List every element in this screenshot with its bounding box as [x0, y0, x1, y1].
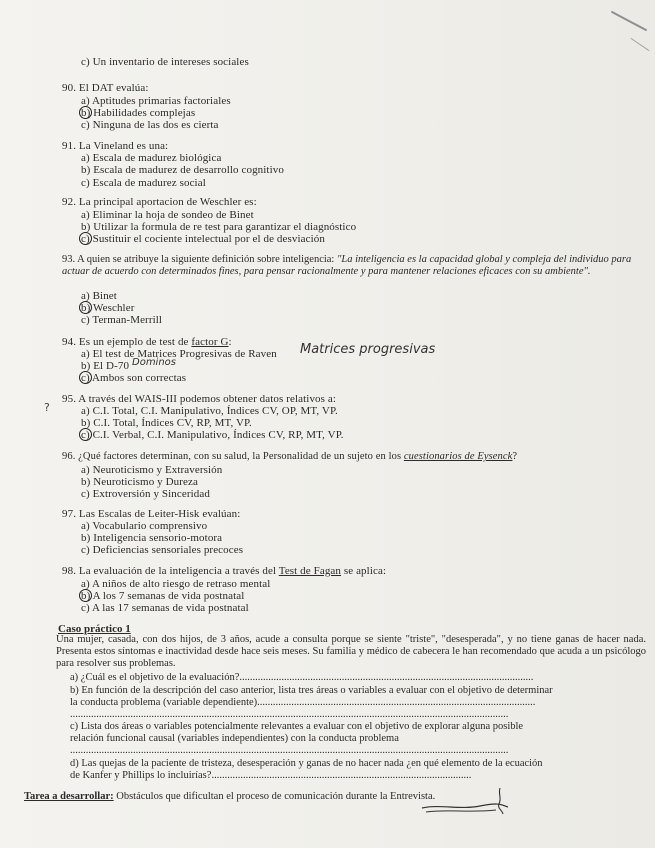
handwritten-note-matrices: Matrices progresivas	[300, 342, 436, 357]
q93-option-b: b) Weschler	[81, 302, 135, 314]
answer-dots: ...................................................................................................	[211, 770, 472, 781]
task-text: Obstáculos que dificultan el proceso de comunicación durante la Entrevista.	[113, 791, 436, 802]
q89-option-c: c) Un inventario de intereses sociales	[81, 56, 249, 68]
case-question-b-text: la conducta problema (variable dependiente).	[70, 697, 260, 708]
q93-option-c: c) Terman-Merrill	[81, 314, 163, 326]
scan-edge-mark	[611, 11, 647, 32]
q93-text	[62, 254, 637, 278]
q96-text	[62, 451, 517, 463]
q92-text: 92. La principal aportacion de Weschler es:	[62, 196, 257, 208]
q93-quote: "La inteligencia es la capacidad global y compleja del individuo para actuar de acuerdo con determinados fines, para pensar racionalmente y para mantener relaciones eficaces con su ambiente".	[62, 254, 632, 277]
case-question-c-line1: c) Lista dos áreas o variables potencialmente relevantes a evaluar con el objetivo de explorar alguna posible	[70, 721, 524, 732]
case-question-b-line2	[70, 697, 535, 709]
case-question-c-line2: relación funcional causal (variables independientes) con la conducta problema	[70, 733, 399, 744]
q97-option-c: c) Deficiencias sensoriales precoces	[81, 544, 244, 556]
q95-option-c: c) C.I. Verbal, C.I. Manipulativo, Índices CV, RP, MT, VP.	[81, 429, 344, 441]
task-label: Tarea a desarrollar:	[24, 791, 114, 802]
q94-term: factor G	[191, 336, 229, 348]
q97-option-a: a) Vocabulario comprensivo	[81, 520, 208, 532]
q96-end: ?	[512, 451, 518, 462]
q94-text	[62, 336, 232, 348]
case-question-d-line2	[70, 770, 471, 782]
q96-term: cuestionarios de Eysenck	[403, 451, 513, 462]
scan-edge-mark	[631, 38, 650, 51]
case-title: Caso práctico 1	[58, 623, 131, 635]
q98-option-b: b) A los 7 semanas de vida postnatal	[81, 590, 245, 602]
answer-dots: ................................................................................................................	[239, 672, 534, 683]
case-question-a-text: a) ¿Cuál es el objetivo de la evaluación?	[70, 672, 240, 683]
q91-option-b: b) Escala de madurez de desarrollo cognitivo	[81, 164, 284, 176]
q98-end: se aplica:	[341, 565, 387, 577]
answer-dots-line: .......................................................................................................................................................................	[70, 709, 509, 720]
case-question-b-line1: b) En función de la descripción del caso anterior, lista tres áreas o variables a evaluar con el objetivo de determinar	[70, 685, 553, 696]
q92-option-a: a) Eliminar la hoja de sondeo de Binet	[81, 209, 254, 221]
q92-option-b: b) Utilizar la formula de re test para garantizar el diagnóstico	[81, 221, 357, 233]
margin-question-mark: ?	[44, 401, 50, 414]
answer-dots: .........................................................................................................	[259, 697, 536, 708]
q96-lead: 96. ¿Qué factores determinan, con su salud, la Personalidad de un sujeto en los	[62, 451, 404, 462]
q96-option-b: b) Neuroticismo y Dureza	[81, 476, 198, 488]
q95-option-b: b) C.I. Total, Índices CV, RP, MT, VP.	[81, 417, 252, 429]
q93-lead: 93. A quien se atribuye la siguiente definición sobre inteligencia:	[62, 254, 335, 265]
q96-option-c: c) Extroversión y Sinceridad	[81, 488, 210, 500]
q93-option-a: a) Binet	[81, 290, 117, 302]
q94-end: :	[228, 336, 232, 348]
q95-text: 95. A través del WAIS-III podemos obtener datos relativos a:	[62, 393, 337, 405]
q92-option-c: c) Sustituir el cociente intelectual por el de desviación	[81, 233, 325, 245]
q97-text: 97. Las Escalas de Leiter-Hisk evalúan:	[62, 508, 241, 520]
q94-option-b: b) El D-70	[81, 360, 130, 372]
q91-text: 91. La Vineland es una:	[62, 140, 169, 152]
case-question-d-line1: d) Las quejas de la paciente de tristeza, desesperación y ganas de no hacer nada ¿en qué elemento de la ecuación	[70, 758, 543, 769]
handwritten-note-dominos: Dominos	[132, 357, 177, 368]
case-question-a	[70, 672, 533, 684]
case-paragraph: Una mujer, casada, con dos hijos, de 3 años, acude a consulta porque se siente "triste", "desesperada", y no tiene ganas de hacer nada. Presenta estos síntomas e inactividad desde hace seis meses. Su familia y médico de cabecera le han recomendado que acuda a un psicólogo para resolver sus problemas.	[56, 634, 646, 669]
q96-option-a: a) Neuroticismo y Extraversión	[81, 464, 223, 476]
answer-dots-line: .......................................................................................................................................................................	[70, 745, 509, 756]
q95-option-a: a) C.I. Total, C.I. Manipulativo, Índices CV, OP, MT, VP.	[81, 405, 338, 417]
q94-option-a: a) El test de Matrices Progresivas de Raven	[81, 348, 277, 360]
q90-option-a: a) Aptitudes primarias factoriales	[81, 95, 231, 107]
task-line	[24, 791, 435, 802]
q98-option-a: a) A niños de alto riesgo de retraso mental	[81, 578, 271, 590]
q94-option-c: c) Ambos son correctas	[81, 372, 187, 384]
q98-lead: 98. La evaluación de la inteligencia a través del	[62, 565, 279, 577]
q97-option-b: b) Inteligencia sensorio-motora	[81, 532, 223, 544]
q98-term: Test de Fagan	[278, 565, 342, 577]
q90-text: 90. El DAT evalúa:	[62, 82, 149, 94]
q91-option-c: c) Escala de madurez social	[81, 177, 206, 189]
handwritten-mark	[494, 786, 508, 816]
case-question-d-text: de Kanfer y Phillips lo incluirías?	[70, 770, 212, 781]
q90-option-c: c) Ninguna de las dos es cierta	[81, 119, 219, 131]
q98-option-c: c) A las 17 semanas de vida postnatal	[81, 602, 249, 614]
q90-option-b: b) Habilidades complejas	[81, 107, 196, 119]
q98-text	[62, 565, 386, 577]
q94-lead: 94. Es un ejemplo de test de	[62, 336, 192, 348]
q91-option-a: a) Escala de madurez biológica	[81, 152, 222, 164]
